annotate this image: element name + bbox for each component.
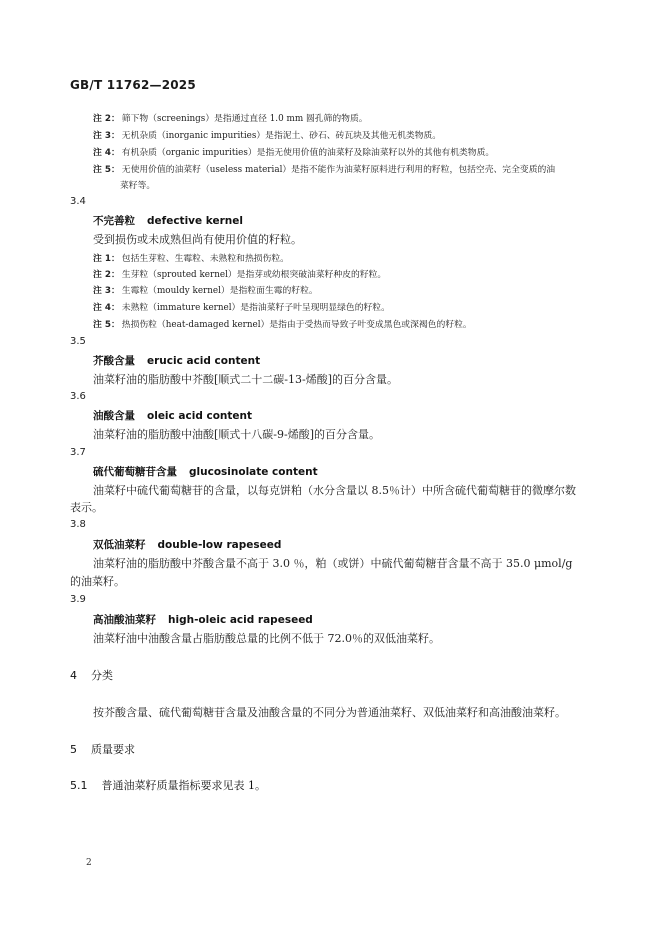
clause-number: 3.6 bbox=[70, 391, 86, 402]
note-3 bbox=[93, 283, 318, 296]
term-cn: 高油酸油菜籽 bbox=[93, 614, 156, 626]
term-en: erucic acid content bbox=[147, 355, 261, 367]
note-text: 生霉粒（mouldy kernel）是指粒面生霉的籽粒。 bbox=[121, 286, 318, 296]
section-body: 按芥酸含量、硫代葡萄糖苷含量及油酸含量的不同分为普通油菜籽、双低油菜籽和高油酸油菜籽。 bbox=[93, 706, 566, 719]
term-oleic-acid-content bbox=[93, 408, 252, 423]
section-heading-classification bbox=[70, 667, 113, 683]
definition: 油菜籽油中油酸含量占脂肪酸总量的比例不低于 72.0％的双低油菜籽。 bbox=[93, 632, 440, 645]
term-defective-kernel bbox=[93, 213, 243, 228]
section-number: 4 bbox=[70, 669, 77, 682]
definition-line-1: 油菜籽油的脂肪酸中芥酸含量不高于 3.0 ％，粕（或饼）中硫代葡萄糖苷含量不高于 35.0 μmol/g bbox=[93, 557, 573, 570]
note-label: 注 3： bbox=[93, 286, 120, 296]
note-5 bbox=[93, 162, 555, 175]
definition: 受到损伤或未成熟但尚有使用价值的籽粒。 bbox=[93, 233, 302, 246]
clause-number: 3.7 bbox=[70, 447, 86, 458]
clause-5-1 bbox=[70, 777, 266, 793]
clause-number: 3.4 bbox=[70, 196, 86, 207]
term-glucosinolate-content bbox=[93, 464, 318, 479]
note-2 bbox=[93, 267, 386, 280]
term-en: defective kernel bbox=[147, 215, 243, 227]
note-text: 无使用价值的油菜籽（useless material）是指不能作为油菜籽原料进行利用的籽粒，包括空壳、完全变质的油 bbox=[121, 165, 556, 175]
clause-number: 3.8 bbox=[70, 519, 86, 530]
term-en: oleic acid content bbox=[147, 410, 253, 422]
term-cn: 硫代葡萄糖苷含量 bbox=[93, 466, 177, 478]
note-text: 有机杂质（organic impurities）是指无使用价值的油菜籽及除油菜籽以外的其他有机类物质。 bbox=[121, 148, 495, 158]
note-label: 注 4： bbox=[93, 303, 120, 313]
section-heading-quality bbox=[70, 741, 135, 757]
note-text: 筛下物（screenings）是指通过直径 1.0 mm 圆孔筛的物质。 bbox=[121, 114, 368, 124]
section-title: 质量要求 bbox=[91, 743, 135, 756]
term-double-low-rapeseed bbox=[93, 537, 281, 552]
term-cn: 双低油菜籽 bbox=[93, 539, 146, 551]
clause-text: 普通油菜籽质量指标要求见表 1。 bbox=[101, 779, 266, 792]
clause-number: 3.9 bbox=[70, 594, 86, 605]
note-5-continuation: 菜籽等。 bbox=[120, 181, 156, 191]
note-4 bbox=[93, 300, 390, 313]
definition: 油菜籽油的脂肪酸中芥酸[顺式二十二碳-13-烯酸]的百分含量。 bbox=[93, 373, 399, 386]
clause-number: 3.5 bbox=[70, 336, 86, 347]
term-en: high-oleic acid rapeseed bbox=[168, 614, 313, 626]
note-label: 注 5： bbox=[93, 320, 120, 330]
note-4 bbox=[93, 145, 494, 158]
note-text: 未熟粒（immature kernel）是指油菜籽子叶呈现明显绿色的籽粒。 bbox=[121, 303, 390, 313]
term-erucic-acid-content bbox=[93, 353, 260, 368]
definition-line-1: 油菜籽中硫代葡萄糖苷的含量，以每克饼粕（水分含量以 8.5％计）中所含硫代葡萄糖苷的微摩尔数 bbox=[93, 484, 576, 497]
definition-line-2: 表示。 bbox=[70, 501, 103, 514]
page-number: 2 bbox=[86, 858, 92, 868]
note-text: 热损伤粒（heat-damaged kernel）是指由于受热而导致子叶变成黑色或深褐色的籽粒。 bbox=[121, 320, 472, 330]
note-2 bbox=[93, 111, 368, 124]
term-cn: 芥酸含量 bbox=[93, 355, 135, 367]
note-3 bbox=[93, 128, 441, 141]
note-label: 注 4： bbox=[93, 148, 120, 158]
term-cn: 油酸含量 bbox=[93, 410, 135, 422]
note-text: 包括生芽粒、生霉粒、未熟粒和热损伤粒。 bbox=[121, 254, 289, 264]
note-text: 无机杂质（inorganic impurities）是指泥土、砂石、砖瓦块及其他无机类物质。 bbox=[121, 131, 442, 141]
note-1 bbox=[93, 251, 289, 264]
section-number: 5 bbox=[70, 743, 77, 756]
note-text: 生芽粒（sprouted kernel）是指芽或幼根突破油菜籽种皮的籽粒。 bbox=[121, 270, 387, 280]
section-title: 分类 bbox=[91, 669, 113, 682]
term-en: glucosinolate content bbox=[189, 466, 318, 478]
note-label: 注 5： bbox=[93, 165, 120, 175]
term-en: double-low rapeseed bbox=[157, 539, 282, 551]
note-label: 注 3： bbox=[93, 131, 120, 141]
definition: 油菜籽油的脂肪酸中油酸[顺式十八碳-9-烯酸]的百分含量。 bbox=[93, 428, 381, 441]
note-5 bbox=[93, 317, 472, 330]
note-label: 注 2： bbox=[93, 114, 120, 124]
term-high-oleic-rapeseed bbox=[93, 612, 313, 627]
clause-number: 5.1 bbox=[70, 779, 88, 792]
note-label: 注 2： bbox=[93, 270, 120, 280]
definition-line-2: 的油菜籽。 bbox=[70, 575, 125, 588]
term-cn: 不完善粒 bbox=[93, 215, 135, 227]
note-label: 注 1： bbox=[93, 254, 120, 264]
standard-number: GB/T 11762—2025 bbox=[70, 78, 196, 92]
